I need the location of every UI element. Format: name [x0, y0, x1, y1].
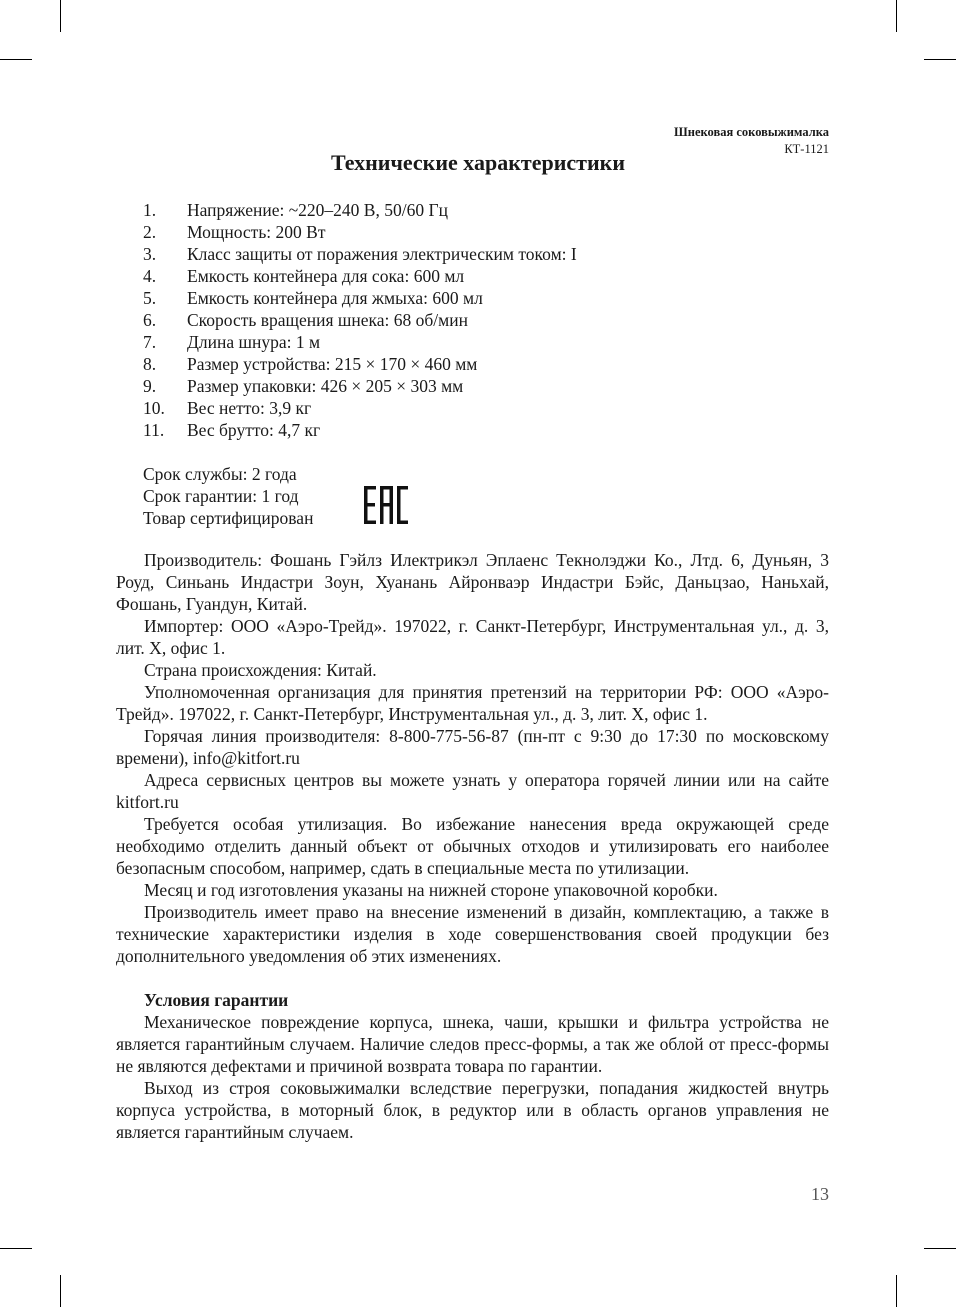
spec-item — [143, 419, 577, 441]
hotline-paragraph: Горячая линия производителя: 8-800-775-56-87 (пн-пт с 9:30 до 17:30 по московскому времени), info@kitfort.ru — [116, 726, 829, 768]
crop-mark-bottom-left-h — [0, 1248, 32, 1249]
warranty-heading: Условия гарантии — [144, 990, 289, 1010]
warranty-paragraph: Механическое повреждение корпуса, шнека, чаши, крышки и фильтра устройства не является гарантийным случаем. Наличие следов пресс-формы, а так же облой от пресс-формы не являются дефектами и причиной возврата товара по гарантии. — [116, 1012, 829, 1076]
spec-text: Размер устройства: 215 × 170 × 460 мм — [187, 354, 478, 374]
manufacture-date-paragraph: Месяц и год изготовления указаны на нижней стороне упаковочной коробки. — [144, 880, 718, 900]
spec-item — [143, 199, 577, 221]
spec-item — [143, 243, 577, 265]
spec-item — [143, 265, 577, 287]
spec-item — [143, 309, 577, 331]
spec-item — [143, 331, 577, 353]
spec-text: Вес брутто: 4,7 кг — [187, 420, 321, 440]
spec-item — [143, 287, 577, 309]
crop-mark-top-left-h — [0, 59, 32, 60]
importer-paragraph: Импортер: ООО «Аэро-Трейд». 197022, г. Санкт-Петербург, Инструментальная ул., д. 3, лит. Х, офис 1. — [116, 616, 829, 658]
spec-text: Размер упаковки: 426 × 205 × 303 мм — [187, 376, 464, 396]
disposal-paragraph: Требуется особая утилизация. Во избежание нанесения вреда окружающей среде необходимо отделить данный объект от обычных отходов и утилизировать его наиболее безопасным способом, например, сдать в специальные места по утилизации. — [116, 814, 829, 878]
origin-paragraph: Страна происхождения: Китай. — [144, 660, 377, 680]
spec-num: 8. — [143, 354, 157, 374]
spec-num: 5. — [143, 288, 157, 308]
certification-note: Товар сертифицирован — [143, 508, 314, 528]
spec-num: 9. — [143, 376, 157, 396]
warranty-period: Срок гарантии: 1 год — [143, 486, 299, 506]
claims-paragraph: Уполномоченная организация для принятия претензий на территории РФ: ООО «Аэро-Трейд». 197022, г. Санкт-Петербург, Инструментальная ул., д. 3, лит. Х, офис 1. — [116, 682, 829, 724]
spec-num: 3. — [143, 244, 157, 264]
spec-text: Класс защиты от поражения электрическим током: I — [187, 244, 577, 264]
spec-num: 1. — [143, 200, 157, 220]
spec-item — [143, 375, 577, 397]
spec-text: Длина шнура: 1 м — [187, 332, 321, 352]
crop-mark-top-left-v — [60, 0, 61, 32]
crop-mark-bottom-left-v — [60, 1275, 61, 1307]
spec-num: 11. — [143, 420, 165, 440]
crop-mark-top-right-v — [896, 0, 897, 32]
page-title: Технические характеристики — [330, 150, 626, 175]
spec-text: Вес нетто: 3,9 кг — [187, 398, 312, 418]
crop-mark-top-right-h — [924, 59, 956, 60]
header-model: КТ-1121 — [784, 142, 829, 156]
spec-text: Мощность: 200 Вт — [187, 222, 326, 242]
spec-num: 10. — [143, 398, 165, 418]
header-product: Шнековая соковыжималка — [674, 125, 829, 139]
spec-text: Емкость контейнера для сока: 600 мл — [187, 266, 465, 286]
page-number: 13 — [811, 1184, 829, 1204]
spec-num: 2. — [143, 222, 157, 242]
manufacturer-paragraph: Производитель: Фошань Гэйлз Илектрикэл Эплаенс Текнолэджи Ко., Лтд. 6, Дуньян, 3 Роуд, Синьань Индастри Зоун, Хуанань Айронваэр Индастри Бэйс, Даньцзао, Наньхай, Фошань, Гуандун, Китай. — [116, 550, 829, 614]
crop-mark-bottom-right-v — [896, 1275, 897, 1307]
specs-list — [143, 199, 577, 441]
eac-mark-icon — [364, 486, 408, 524]
changes-paragraph: Производитель имеет право на внесение изменений в дизайн, комплектацию, а также в технические характеристики изделия в ходе совершенствования своей продукции без дополнительного уведомления об этих изменениях. — [116, 902, 829, 966]
spec-num: 6. — [143, 310, 157, 330]
crop-mark-bottom-right-h — [924, 1248, 956, 1249]
spec-item — [143, 221, 577, 243]
warranty-paragraph: Выход из строя соковыжималки вследствие перегрузки, попадания жидкостей внутрь корпуса устройства, в моторный блок, в редуктор или в область органов управления не является гарантийным случаем. — [116, 1078, 829, 1142]
spec-text: Напряжение: ~220–240 В, 50/60 Гц — [187, 200, 448, 220]
service-centers-paragraph: Адреса сервисных центров вы можете узнать у оператора горячей линии или на сайте kitfort.ru — [116, 770, 829, 812]
spec-text: Емкость контейнера для жмыха: 600 мл — [187, 288, 483, 308]
service-lifetime: Срок службы: 2 года — [143, 464, 297, 484]
spec-num: 7. — [143, 332, 157, 352]
spec-item — [143, 397, 577, 419]
spec-num: 4. — [143, 266, 157, 286]
spec-text: Скорость вращения шнека: 68 об/мин — [187, 310, 468, 330]
document-body — [116, 549, 829, 1143]
service-info — [143, 463, 313, 529]
spec-item — [143, 353, 577, 375]
